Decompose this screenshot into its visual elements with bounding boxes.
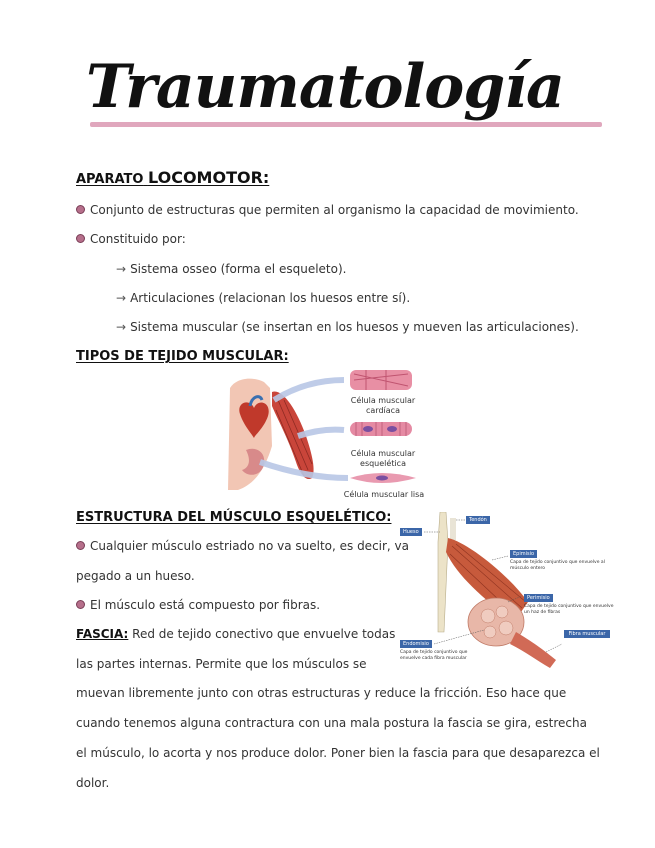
label-fibra: Fibra muscular: [564, 630, 610, 638]
bullet-dot-icon: [76, 541, 85, 550]
arrow-right-icon: →: [116, 320, 127, 334]
skeletal-cell-icon: [350, 422, 412, 436]
bullet-item: Cualquier músculo estriado no va suelto, es decir, va: [76, 539, 409, 553]
arrow-right-icon: →: [116, 291, 127, 305]
sub-item: → Sistema muscular (se insertan en los huesos y mueven las articulaciones).: [116, 320, 579, 334]
text-line: dolor.: [76, 776, 110, 790]
muscle-structure-diagram: [396, 512, 620, 680]
page-title: Traumatología: [86, 52, 564, 122]
label-hueso: Hueso: [400, 528, 422, 536]
bullet-dot-icon: [76, 600, 85, 609]
section-heading-tipos: TIPOS DE TEJIDO MUSCULAR:: [76, 349, 289, 364]
label-skeletal: Célula muscular esquelética: [350, 449, 416, 468]
bone-shape: [438, 512, 448, 632]
bullet-dot-icon: [76, 205, 85, 214]
label-perimisio: Perimisio: [524, 594, 553, 602]
sub-item: → Sistema osseo (forma el esqueleto).: [116, 262, 347, 276]
text-line: las partes internas. Permite que los músculos se: [76, 657, 367, 671]
tendon-shape: [450, 518, 456, 542]
title-underline: [90, 122, 602, 127]
fascia-first-line: FASCIA: Red de tejido conectivo que envuelve todas: [76, 627, 396, 641]
text-line: pegado a un hueso.: [76, 569, 195, 583]
bullet-item: Conjunto de estructuras que permiten al organismo la capacidad de movimiento.: [76, 203, 579, 217]
text-line: muevan libremente junto con otras estructuras y reduce la fricción. Eso hace que: [76, 686, 567, 700]
arrow-right-icon: →: [116, 262, 127, 276]
text-line: cuando tenemos alguna contractura con una mala postura la fascia se gira, estrecha: [76, 716, 587, 730]
heading-aparato-big: LOCOMOTOR:: [147, 168, 270, 187]
bullet-item: Constituido por:: [76, 232, 186, 246]
sub-item: → Articulaciones (relacionan los huesos entre sí).: [116, 291, 411, 305]
section-heading-estructura: ESTRUCTURA DEL MÚSCULO ESQUELÉTICO:: [76, 510, 392, 525]
bullet-dot-icon: [76, 234, 85, 243]
desc-epimisio: Capa de tejido conjuntivo que envuelve al músculo entero: [510, 560, 605, 571]
label-cardiac: Célula muscular cardíaca: [350, 396, 416, 415]
muscle-types-illustration: [226, 366, 426, 498]
desc-endomisio: Capa de tejido conjuntivo que envuelve cada fibra muscular: [400, 650, 468, 661]
desc-perimisio: Capa de tejido conjuntivo que envuelve un haz de fibras: [524, 604, 614, 615]
fiber-shape: [510, 632, 556, 668]
fascia-label: FASCIA:: [76, 627, 129, 641]
bullet-item: El músculo está compuesto por fibras.: [76, 598, 320, 612]
text-line: el músculo, lo acorta y nos produce dolor. Poner bien la fascia para que desaparezca el: [76, 746, 600, 760]
label-endomisio: Endomisio: [400, 640, 432, 648]
label-epimisio: Epimisio: [510, 550, 537, 558]
label-tendon: Tendón: [466, 516, 490, 524]
label-smooth: Célula muscular lisa: [343, 490, 425, 499]
section-heading-aparato: [76, 168, 269, 187]
heading-aparato-small: APARATO: [76, 172, 144, 187]
